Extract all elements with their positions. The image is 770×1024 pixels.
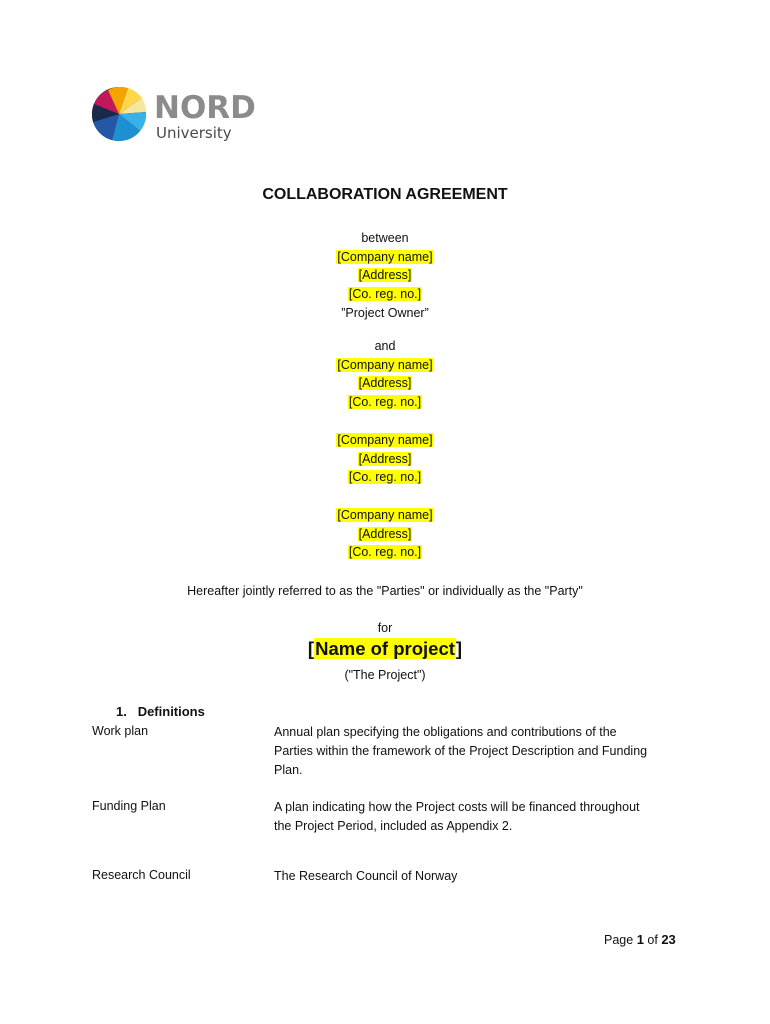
definition-text xyxy=(274,798,684,836)
definition-line: the Project Period, included as Appendix 2. xyxy=(274,819,513,833)
definition-term: Funding Plan xyxy=(92,799,166,813)
party-block-1 xyxy=(0,337,770,412)
project-name xyxy=(0,638,770,660)
owner-role: ”Project Owner” xyxy=(341,305,429,320)
project-name-placeholder: Name of project xyxy=(315,638,455,659)
bracket-close: ] xyxy=(455,638,463,659)
of-label: of xyxy=(647,933,658,947)
party-company-name: [Company name] xyxy=(337,433,433,447)
section-heading xyxy=(116,704,205,719)
definition-line: Plan. xyxy=(274,763,303,777)
page-footer xyxy=(604,932,676,947)
party-address: [Address] xyxy=(358,526,412,541)
party-block-2 xyxy=(0,431,770,487)
definition-line: A plan indicating how the Project costs will be financed throughout xyxy=(274,800,640,814)
bracket-open: [ xyxy=(307,638,315,659)
nord-logo-mark-icon xyxy=(90,86,150,144)
party-address: [Address] xyxy=(358,451,412,466)
owner-address: [Address] xyxy=(358,268,412,283)
document-title: COLLABORATION AGREEMENT xyxy=(262,186,508,203)
hereafter-text: Hereafter jointly referred to as the "Parties" or individually as the "Party" xyxy=(187,584,583,598)
party-company-name: [Company name] xyxy=(337,508,433,522)
and-label: and xyxy=(374,339,396,353)
logo-subtitle: University xyxy=(156,124,232,142)
party-block-3 xyxy=(0,506,770,562)
definition-term: Research Council xyxy=(92,868,191,882)
between-label: between xyxy=(361,231,409,245)
section-title: Definitions xyxy=(137,704,205,719)
party-company-name: [Company name] xyxy=(337,357,433,372)
definition-term: Work plan xyxy=(92,724,149,738)
definition-text xyxy=(274,867,684,886)
section-number: 1. xyxy=(116,704,127,719)
definition-text xyxy=(274,723,684,780)
page-total: 23 xyxy=(661,932,676,947)
owner-company-name: [Company name] xyxy=(337,249,433,264)
definition-line: Parties within the framework of the Project Description and Funding xyxy=(274,744,648,758)
page-number: 1 xyxy=(636,932,644,947)
definition-line: Annual plan specifying the obligations and contributions of the xyxy=(274,725,617,739)
nord-university-logo xyxy=(90,86,260,144)
logo-wordmark: NORD xyxy=(154,90,256,126)
party-reg-no: [Co. reg. no.] xyxy=(348,395,422,410)
page-label: Page xyxy=(604,933,634,947)
party-reg-no: [Co. reg. no.] xyxy=(348,470,422,485)
definition-line: The Research Council of Norway xyxy=(274,869,458,883)
project-alias: ("The Project") xyxy=(344,668,426,682)
party-reg-no: [Co. reg. no.] xyxy=(348,545,422,560)
owner-block xyxy=(0,229,770,323)
party-address: [Address] xyxy=(358,376,412,391)
for-label: for xyxy=(377,621,393,635)
owner-reg-no: [Co. reg. no.] xyxy=(348,287,422,302)
